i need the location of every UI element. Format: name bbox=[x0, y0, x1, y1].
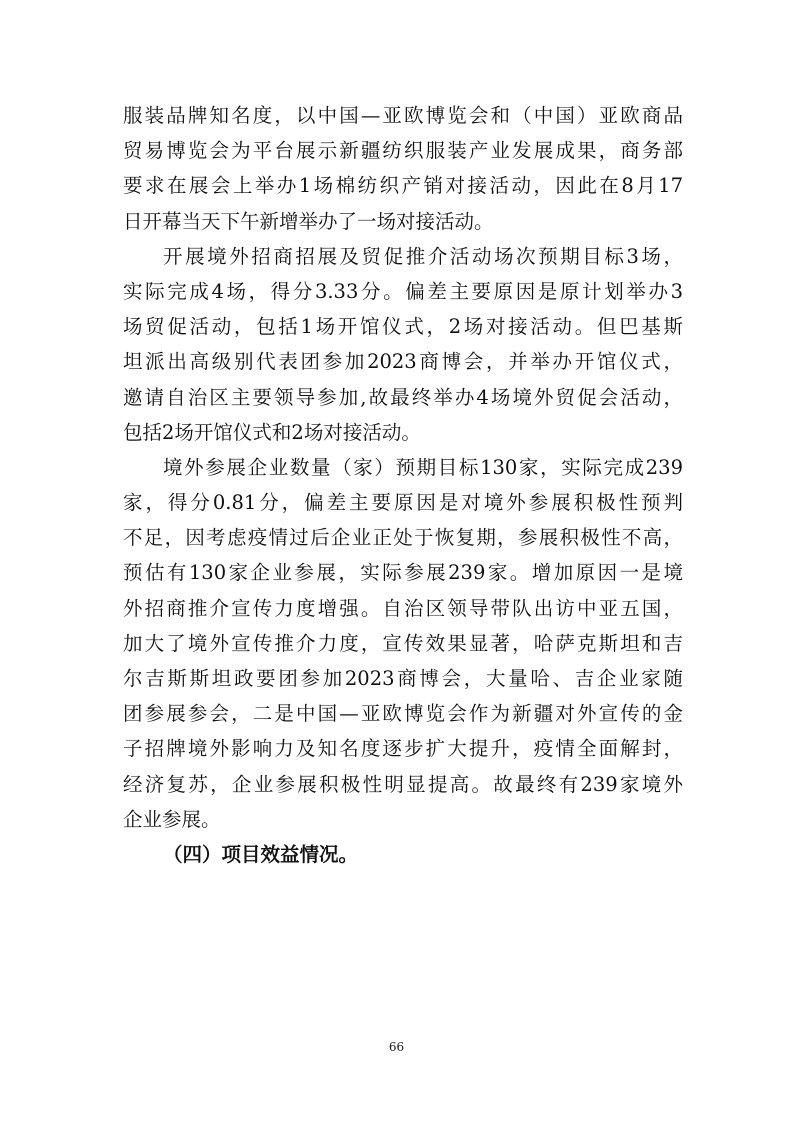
text-line: 外招商推介宣传力度增强。自治区领导带队出访中亚五国， bbox=[123, 596, 683, 620]
text-line: 不足，因考虑疫情过后企业正处于恢复期，参展积极性不高， bbox=[123, 526, 683, 550]
text-line: 日开幕当天下午新增举办了一场对接活动。 bbox=[123, 209, 494, 233]
text-line: 开展境外招商招展及贸促推介活动场次预期目标3场， bbox=[163, 244, 683, 268]
text-line: 子招牌境外影响力及知名度逐步扩大提升，疫情全面解封， bbox=[123, 737, 683, 761]
text-line: 加大了境外宣传推介力度，宣传效果显著，哈萨克斯坦和吉 bbox=[123, 631, 683, 655]
text-line: 贸易博览会为平台展示新疆纺织服装产业发展成果，商务部 bbox=[123, 139, 683, 163]
text-line: 包括2场开馆仪式和2场对接活动。 bbox=[123, 420, 421, 444]
text-line: 实际完成4场，得分3.33分。偏差主要原因是原计划举办3 bbox=[123, 279, 683, 303]
page-body bbox=[123, 98, 683, 872]
section-heading: （四）项目效益情况。 bbox=[163, 842, 359, 866]
text-line: 尔吉斯斯坦政要团参加2023商博会，大量哈、吉企业家随 bbox=[123, 667, 683, 690]
text-line: 邀请自治区主要领导参加,故最终举办4场境外贸促会活动， bbox=[123, 385, 683, 409]
text-line: 经济复苏，企业参展积极性明显提高。故最终有239家境外 bbox=[123, 772, 683, 796]
text-line: 企业参展。 bbox=[123, 807, 221, 831]
text-line: 家，得分0.81分，偏差主要原因是对境外参展积极性预判 bbox=[123, 491, 683, 515]
text-line: 预估有130家企业参展，实际参展239家。增加原因一是境 bbox=[123, 561, 683, 585]
text-line: 坦派出高级别代表团参加2023商博会，并举办开馆仪式， bbox=[123, 350, 683, 374]
text-line: 团参展参会，二是中国—亚欧博览会作为新疆对外宣传的金 bbox=[123, 702, 683, 726]
text-line: 要求在展会上举办1场棉纺织产销对接活动，因此在8月17 bbox=[123, 174, 683, 198]
text-line: 境外参展企业数量（家）预期目标130家，实际完成239 bbox=[163, 455, 683, 479]
text-line: 服装品牌知名度，以中国—亚欧博览会和（中国）亚欧商品 bbox=[123, 104, 683, 127]
text-line: 场贸促活动，包括1场开馆仪式，2场对接活动。但巴基斯 bbox=[123, 315, 683, 339]
page-number: 66 bbox=[388, 1040, 405, 1054]
